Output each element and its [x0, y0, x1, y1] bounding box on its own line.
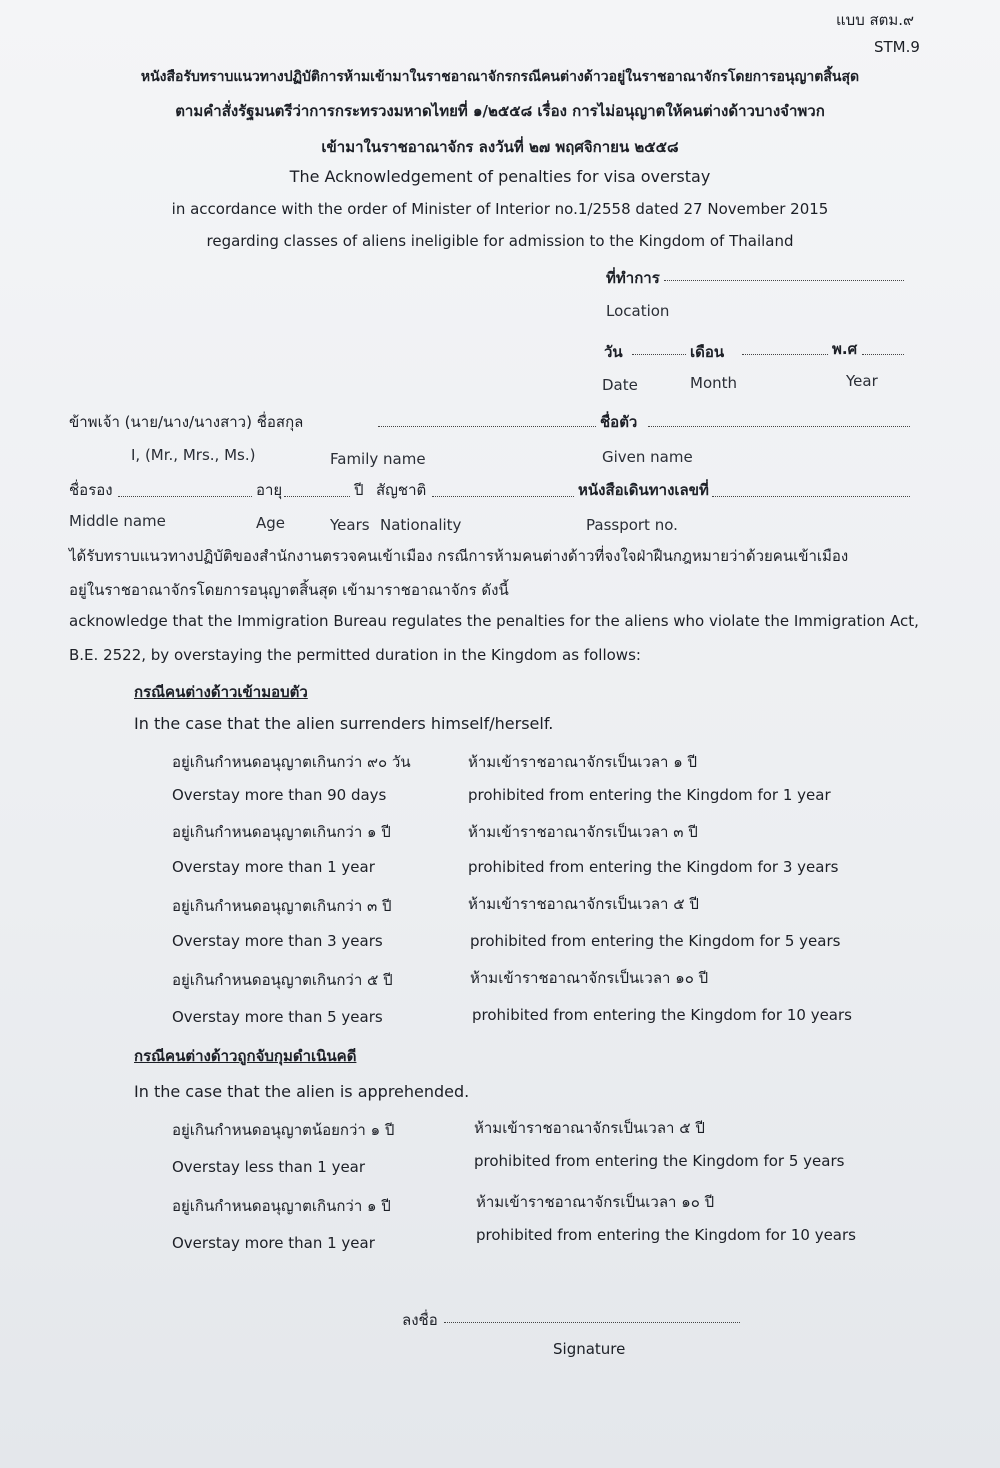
- surrender-row4-condition-english: Overstay more than 5 years: [172, 1008, 383, 1026]
- apprehended-heading-thai: กรณีคนต่างด้าวถูกจับกุมดำเนินคดี: [134, 1047, 357, 1065]
- apprehended-row2-penalty-english: prohibited from entering the Kingdom for 10 years: [476, 1226, 856, 1244]
- title-english-line2: in accordance with the order of Minister of Interior no.1/2558 dated 27 November 2015: [171, 200, 829, 218]
- given-name-label-thai: ชื่อตัว: [600, 413, 638, 431]
- surrender-row2-condition-thai: อยู่เกินกำหนดอนุญาตเกินกว่า ๑ ปี: [172, 823, 391, 841]
- age-label-english: Age: [256, 514, 286, 532]
- passport-field[interactable]: [712, 482, 910, 497]
- family-name-field[interactable]: [378, 412, 596, 427]
- surrender-row4-penalty-english: prohibited from entering the Kingdom for 10 years: [472, 1006, 852, 1024]
- year-field[interactable]: [862, 340, 904, 355]
- apprehended-heading-english: In the case that the alien is apprehended.: [134, 1082, 470, 1101]
- surrender-row1-penalty-english: prohibited from entering the Kingdom for 1 year: [468, 786, 831, 804]
- surrender-heading-english: In the case that the alien surrenders himself/herself.: [134, 714, 554, 733]
- surrender-row3-condition-english: Overstay more than 3 years: [172, 932, 383, 950]
- surrender-row1-penalty-thai: ห้ามเข้าราชอาณาจักรเป็นเวลา ๑ ปี: [468, 753, 698, 771]
- apprehended-row1-penalty-english: prohibited from entering the Kingdom for 5 years: [474, 1152, 845, 1170]
- nationality-label-thai: สัญชาติ: [376, 481, 427, 499]
- apprehended-row2-penalty-thai: ห้ามเข้าราชอาณาจักรเป็นเวลา ๑๐ ปี: [476, 1193, 715, 1211]
- apprehended-row1-penalty-thai: ห้ามเข้าราชอาณาจักรเป็นเวลา ๕ ปี: [474, 1119, 705, 1137]
- year-label-thai: พ.ศ: [832, 340, 858, 358]
- title-english-line3: regarding classes of aliens ineligible for admission to the Kingdom of Thailand: [206, 232, 794, 250]
- acknowledge-thai-line2: อยู่ในราชอาณาจักรโดยการอนุญาตสิ้นสุด เข้ามาราชอาณาจักร ดังนี้: [69, 581, 509, 599]
- surrender-row3-penalty-english: prohibited from entering the Kingdom for 5 years: [470, 932, 841, 950]
- day-label-english: Date: [602, 376, 638, 394]
- year-label-english: Year: [846, 372, 878, 390]
- title-english-line1: The Acknowledgement of penalties for visa overstay: [289, 167, 711, 186]
- month-label-thai: เดือน: [690, 343, 725, 361]
- location-label-thai: ที่ทำการ: [606, 269, 660, 287]
- title-thai-line3: เข้ามาในราชอาณาจักร ลงวันที่ ๒๗ พฤศจิกายน ๒๕๕๘: [321, 138, 679, 156]
- apprehended-row2-condition-english: Overstay more than 1 year: [172, 1234, 375, 1252]
- title-thai-line2: ตามคำสั่งรัฐมนตรีว่าการกระทรวงมหาดไทยที่ ๑/๒๕๕๘ เรื่อง การไม่อนุญาตให้คนต่างด้าวบางจำพวก: [175, 102, 825, 120]
- name-label-thai: ข้าพเจ้า (นาย/นาง/นางสาว) ชื่อสกุล: [69, 413, 304, 431]
- acknowledge-english-line2: B.E. 2522, by overstaying the permitted duration in the Kingdom as follows:: [69, 646, 641, 664]
- surrender-row3-penalty-thai: ห้ามเข้าราชอาณาจักรเป็นเวลา ๕ ปี: [468, 895, 699, 913]
- month-label-english: Month: [690, 374, 738, 392]
- title-prefix-label-english: I, (Mr., Mrs., Ms.): [131, 446, 256, 464]
- apprehended-row2-condition-thai: อยู่เกินกำหนดอนุญาตเกินกว่า ๑ ปี: [172, 1197, 391, 1215]
- form-code-thai: แบบ สตม.๙: [836, 11, 915, 29]
- signature-field[interactable]: [444, 1308, 740, 1323]
- given-name-label-english: Given name: [602, 448, 693, 466]
- location-label-english: Location: [606, 302, 670, 320]
- middle-name-label-english: Middle name: [69, 512, 166, 530]
- surrender-row1-condition-english: Overstay more than 90 days: [172, 786, 387, 804]
- signature-label-english: Signature: [553, 1340, 626, 1358]
- surrender-row3-condition-thai: อยู่เกินกำหนดอนุญาตเกินกว่า ๓ ปี: [172, 897, 392, 915]
- day-label-thai: วัน: [604, 343, 623, 361]
- surrender-row2-penalty-thai: ห้ามเข้าราชอาณาจักรเป็นเวลา ๓ ปี: [468, 823, 698, 841]
- nationality-label-english: Nationality: [380, 516, 462, 534]
- acknowledge-english-line1: acknowledge that the Immigration Bureau regulates the penalties for the aliens who violate the Immigration Act,: [69, 612, 919, 630]
- month-field[interactable]: [742, 340, 828, 355]
- middle-name-label-thai: ชื่อรอง: [69, 481, 113, 499]
- surrender-row2-penalty-english: prohibited from entering the Kingdom for 3 years: [468, 858, 839, 876]
- surrender-heading-thai: กรณีคนต่างด้าวเข้ามอบตัว: [134, 683, 308, 701]
- passport-label-thai: หนังสือเดินทางเลขที่: [578, 481, 709, 499]
- years-label-thai: ปี: [354, 481, 364, 499]
- surrender-row2-condition-english: Overstay more than 1 year: [172, 858, 375, 876]
- age-field[interactable]: [284, 482, 350, 497]
- surrender-row4-condition-thai: อยู่เกินกำหนดอนุญาตเกินกว่า ๕ ปี: [172, 971, 393, 989]
- years-label-english: Years: [330, 516, 370, 534]
- surrender-row1-condition-thai: อยู่เกินกำหนดอนุญาตเกินกว่า ๙๐ วัน: [172, 753, 411, 771]
- given-name-field[interactable]: [648, 412, 910, 427]
- acknowledge-thai-line1: ได้รับทราบแนวทางปฏิบัติของสำนักงานตรวจคนเข้าเมือง กรณีการห้ามคนต่างด้าวที่จงใจฝ่าฝืนกฎหมายว่าด้วยคนเข้าเมือง: [69, 547, 849, 565]
- age-label-thai: อายุ: [256, 481, 283, 499]
- form-code-english: STM.9: [874, 38, 920, 56]
- signature-label-thai: ลงชื่อ: [402, 1311, 438, 1329]
- day-field[interactable]: [632, 340, 686, 355]
- title-thai-line1: หนังสือรับทราบแนวทางปฏิบัติการห้ามเข้ามาในราชอาณาจักรกรณีคนต่างด้าวอยู่ในราชอาณาจักรโดยการอนุญาตสิ้นสุด: [140, 69, 860, 85]
- apprehended-row1-condition-english: Overstay less than 1 year: [172, 1158, 366, 1176]
- middle-name-field[interactable]: [118, 482, 252, 497]
- family-name-label-english: Family name: [330, 450, 426, 468]
- surrender-row4-penalty-thai: ห้ามเข้าราชอาณาจักรเป็นเวลา ๑๐ ปี: [470, 969, 709, 987]
- apprehended-row1-condition-thai: อยู่เกินกำหนดอนุญาตน้อยกว่า ๑ ปี: [172, 1121, 395, 1139]
- location-field[interactable]: [664, 266, 904, 281]
- passport-label-english: Passport no.: [586, 516, 678, 534]
- nationality-field[interactable]: [432, 482, 574, 497]
